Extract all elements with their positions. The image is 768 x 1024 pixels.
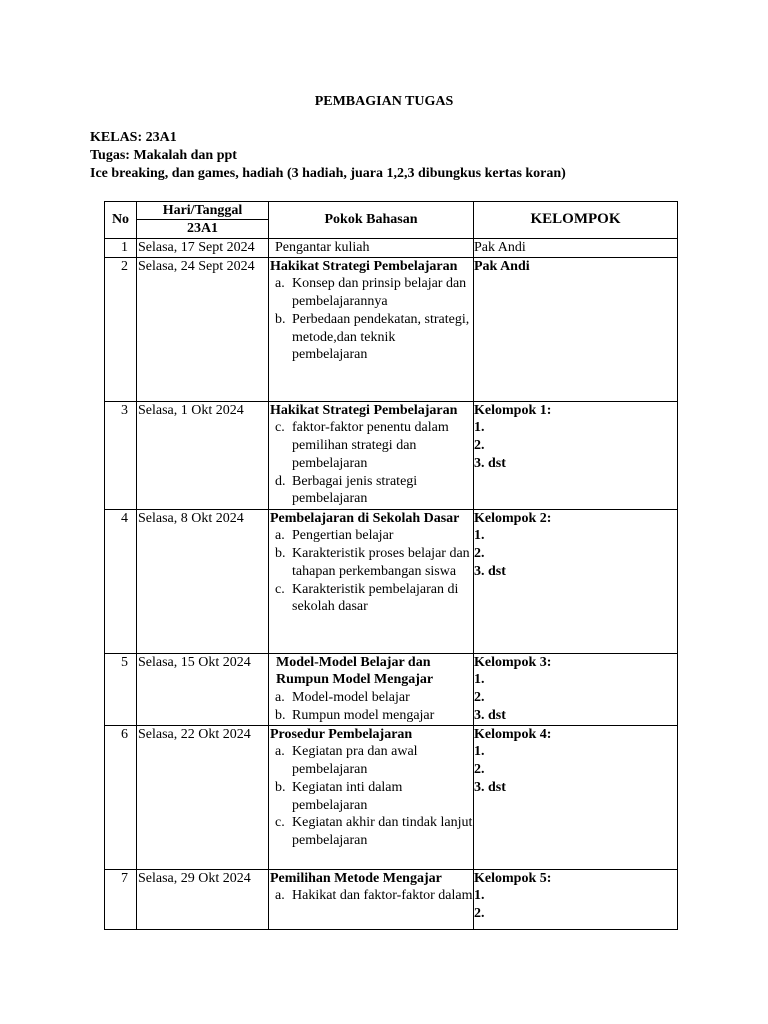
item-marker: a. — [275, 276, 285, 292]
header-hari-line2: 23A1 — [186, 221, 219, 236]
row-date: Selasa, 24 Sept 2024 — [137, 257, 269, 401]
table-row — [105, 653, 678, 725]
topic-list-item — [275, 581, 473, 616]
item-text: Karakteristik pembelajaran di sekolah dasar — [292, 581, 459, 615]
row-kelompok — [474, 653, 678, 725]
table-row — [105, 401, 678, 509]
row-number: 2 — [105, 257, 137, 401]
item-marker: c. — [275, 815, 285, 831]
row-number: 4 — [105, 509, 137, 653]
item-text: Pengertian belajar — [292, 528, 394, 544]
header-no: No — [105, 202, 137, 239]
topic-list-item — [275, 311, 473, 364]
kelompok-member: 1. — [474, 672, 485, 688]
topic-title: Model-Model Belajar dan Rumpun Model Mengajar — [276, 654, 434, 688]
topic-list-item — [275, 743, 473, 778]
item-text: Kegiatan pra dan awal pembelajaran — [292, 744, 418, 778]
topic-title: Hakikat Strategi Pembelajaran — [270, 258, 458, 274]
row-number: 3 — [105, 401, 137, 509]
header-pokok: Pokok Bahasan — [269, 202, 474, 239]
row-kelompok — [474, 257, 678, 401]
kelompok-member: 1. — [474, 420, 485, 436]
table-row — [105, 257, 678, 401]
table-row — [105, 239, 678, 258]
table-row — [105, 869, 678, 929]
item-text: Model-model belajar — [292, 690, 410, 706]
kelompok-title: Kelompok 1: — [474, 402, 552, 418]
item-marker: a. — [275, 528, 285, 544]
topic-list — [270, 887, 473, 905]
kelompok-member: 2. — [474, 906, 485, 922]
item-text: Hakikat dan faktor-faktor dalam — [292, 888, 473, 904]
kelompok-member: 3. dst — [474, 563, 506, 579]
row-topic — [269, 257, 474, 401]
topic-list-item — [275, 779, 473, 814]
kelas-line: KELAS: 23A1 — [90, 130, 177, 145]
item-marker: a. — [275, 744, 285, 760]
row-number: 1 — [105, 239, 137, 258]
row-date: Selasa, 15 Okt 2024 — [137, 653, 269, 725]
info-block — [90, 129, 566, 183]
kelompok-member: 3. dst — [474, 455, 506, 471]
topic-list — [270, 419, 473, 508]
item-marker: d. — [275, 473, 286, 489]
item-marker: b. — [275, 779, 286, 795]
row-date: Selasa, 22 Okt 2024 — [137, 725, 269, 869]
row-topic — [269, 869, 474, 929]
document-title: PEMBAGIAN TUGAS — [314, 94, 454, 109]
topic-list-item — [275, 419, 473, 472]
item-marker: c. — [275, 420, 285, 436]
kelompok-member: 1. — [474, 528, 485, 544]
topic-list-item — [275, 887, 473, 905]
row-date: Selasa, 1 Okt 2024 — [137, 401, 269, 509]
item-marker: a. — [275, 888, 285, 904]
topic-list-item — [275, 814, 473, 849]
topic-list — [270, 527, 473, 616]
kelompok-title: Pak Andi — [474, 258, 530, 274]
row-kelompok — [474, 239, 678, 258]
item-marker: b. — [275, 311, 286, 327]
row-topic — [269, 401, 474, 509]
item-text: Kegiatan inti dalam pembelajaran — [292, 779, 403, 813]
catatan-line: Ice breaking, dan games, hadiah (3 hadiah, juara 1,2,3 dibungkus kertas koran) — [90, 166, 566, 181]
item-text: Karakteristik proses belajar dan tahapan perkembangan siswa — [292, 546, 470, 579]
kelompok-member: 3. dst — [474, 779, 506, 795]
item-marker: a. — [275, 690, 285, 706]
item-text: faktor-faktor penentu dalam pemilihan strategi dan pembelajaran — [292, 420, 449, 471]
row-date: Selasa, 8 Okt 2024 — [137, 509, 269, 653]
kelompok-title: Kelompok 2: — [474, 510, 552, 526]
item-text: Kegiatan akhir dan tindak lanjut pembelajaran — [292, 815, 473, 848]
item-marker: b. — [275, 707, 286, 723]
row-number: 6 — [105, 725, 137, 869]
topic-title: Hakikat Strategi Pembelajaran — [270, 402, 458, 418]
topic-text: Pengantar kuliah — [275, 240, 370, 255]
topic-title: Prosedur Pembelajaran — [270, 726, 413, 742]
topic-list — [270, 689, 473, 724]
row-kelompok — [474, 869, 678, 929]
header-kelompok: KELOMPOK — [474, 202, 678, 239]
header-hari-line1: Hari/Tanggal — [137, 202, 268, 220]
kelompok-member: 3. dst — [474, 707, 506, 723]
topic-list-item — [275, 275, 473, 310]
item-marker: c. — [275, 581, 285, 597]
topic-list-item — [275, 689, 473, 707]
topic-list-item — [275, 527, 473, 545]
header-hari — [137, 202, 269, 239]
table-row — [105, 725, 678, 869]
topic-list-item — [275, 473, 473, 508]
tugas-line: Tugas: Makalah dan ppt — [90, 148, 237, 163]
kelompok-member: 2. — [474, 438, 485, 454]
row-kelompok — [474, 401, 678, 509]
kelompok-title: Kelompok 3: — [474, 654, 552, 670]
row-kelompok — [474, 725, 678, 869]
topic-list — [270, 743, 473, 849]
row-topic — [269, 653, 474, 725]
kelompok-member: 1. — [474, 744, 485, 760]
row-number: 5 — [105, 653, 137, 725]
assignment-table — [104, 201, 678, 930]
row-date: Selasa, 29 Okt 2024 — [137, 869, 269, 929]
kelompok-member: 1. — [474, 888, 485, 904]
row-date: Selasa, 17 Sept 2024 — [137, 239, 269, 258]
topic-list — [270, 275, 473, 364]
item-text: Rumpun model mengajar — [292, 707, 435, 723]
kelompok-text: Pak Andi — [474, 240, 526, 255]
row-topic — [269, 509, 474, 653]
item-text: Perbedaan pendekatan, strategi, metode,dan teknik pembelajaran — [292, 311, 470, 363]
row-topic — [269, 239, 474, 258]
kelompok-member: 2. — [474, 546, 485, 562]
kelompok-title: Kelompok 4: — [474, 726, 552, 742]
kelompok-member: 2. — [474, 690, 485, 706]
topic-list-item — [275, 707, 473, 725]
row-number: 7 — [105, 869, 137, 929]
item-text: Konsep dan prinsip belajar dan pembelajarannya — [292, 276, 467, 310]
kelompok-member: 2. — [474, 762, 485, 778]
row-kelompok — [474, 509, 678, 653]
topic-title: Pembelajaran di Sekolah Dasar — [270, 510, 460, 526]
topic-title: Pemilihan Metode Mengajar — [270, 870, 442, 886]
table-row — [105, 509, 678, 653]
item-marker: b. — [275, 546, 286, 562]
item-text: Berbagai jenis strategi pembelajaran — [292, 473, 418, 507]
topic-list-item — [275, 545, 473, 580]
kelompok-title: Kelompok 5: — [474, 870, 552, 886]
row-topic — [269, 725, 474, 869]
table-header-row — [105, 202, 678, 239]
